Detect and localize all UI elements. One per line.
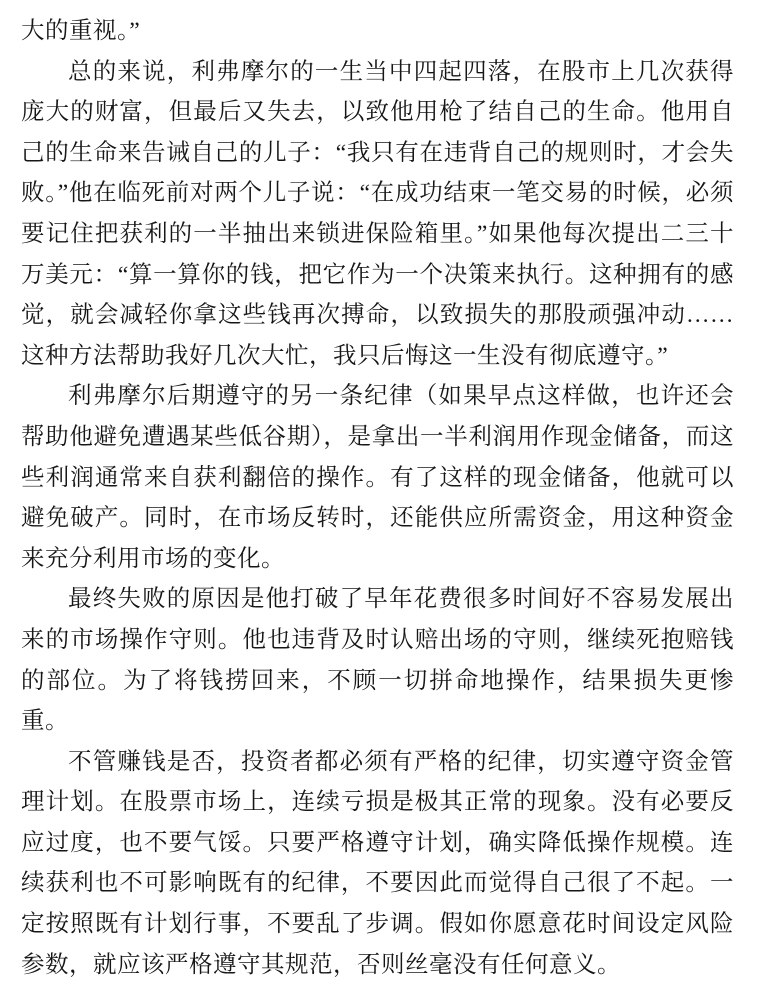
paragraph-investor-discipline-advice: 不管赚钱是否，投资者都必须有严格的纪律，切实遵守资金管理计划。在股票市场上，连续亏损是极其正常的现象。没有必要反应过度，也不要气馁。只要严格遵守计划，确实降低操作规模。连续获利也不可影响既有的纪律，不要因此而觉得自己很了不起。一定按照既有计划行事，不要乱了步调。假如你愿意花时间设定风险参数，就应该严格遵守其规范，否则丝毫没有任何意义。 [21, 748, 734, 978]
paragraph-continuation: 大的重视。” [21, 18, 141, 44]
paragraph-livermore-life-summary: 总的来说，利弗摩尔的一生当中四起四落，在股市上几次获得庞大的财富，但最后又失去，以致他用枪了结自己的生命。他用自己的生命来告诫自己的儿子：“我只有在违背自己的规则时，才会失败。”他在临死前对两个儿子说：“在成功结束一笔交易的时候，必须要记住把获利的一半抽出来锁进保险箱里。”如果他每次提出二三十万美元：“算一算你的钱，把它作为一个决策来执行。这种拥有的感觉，就会减轻你拿这些钱再次搏命，以致损失的那股顽强冲动……这种方法帮助我好几次大忙，我只后悔这一生没有彻底遵守。” [21, 58, 734, 369]
paragraph-final-failure-reason: 最终失败的原因是他打破了早年花费很多时间好不容易发展出来的市场操作守则。他也违背及时认赔出场的守则，继续死抱赔钱的部位。为了将钱捞回来，不顾一切拼命地操作，结果损失更惨重。 [21, 586, 734, 735]
paragraph-cash-reserve-discipline: 利弗摩尔后期遵守的另一条纪律（如果早点这样做，也许还会帮助他避免遭遇某些低谷期），是拿出一半利润用作现金储备，而这些利润通常来自获利翻倍的操作。有了这样的现金储备，他就可以避免破产。同时，在市场反转时，还能供应所需资金，用这种资金来充分利用市场的变化。 [21, 383, 734, 572]
